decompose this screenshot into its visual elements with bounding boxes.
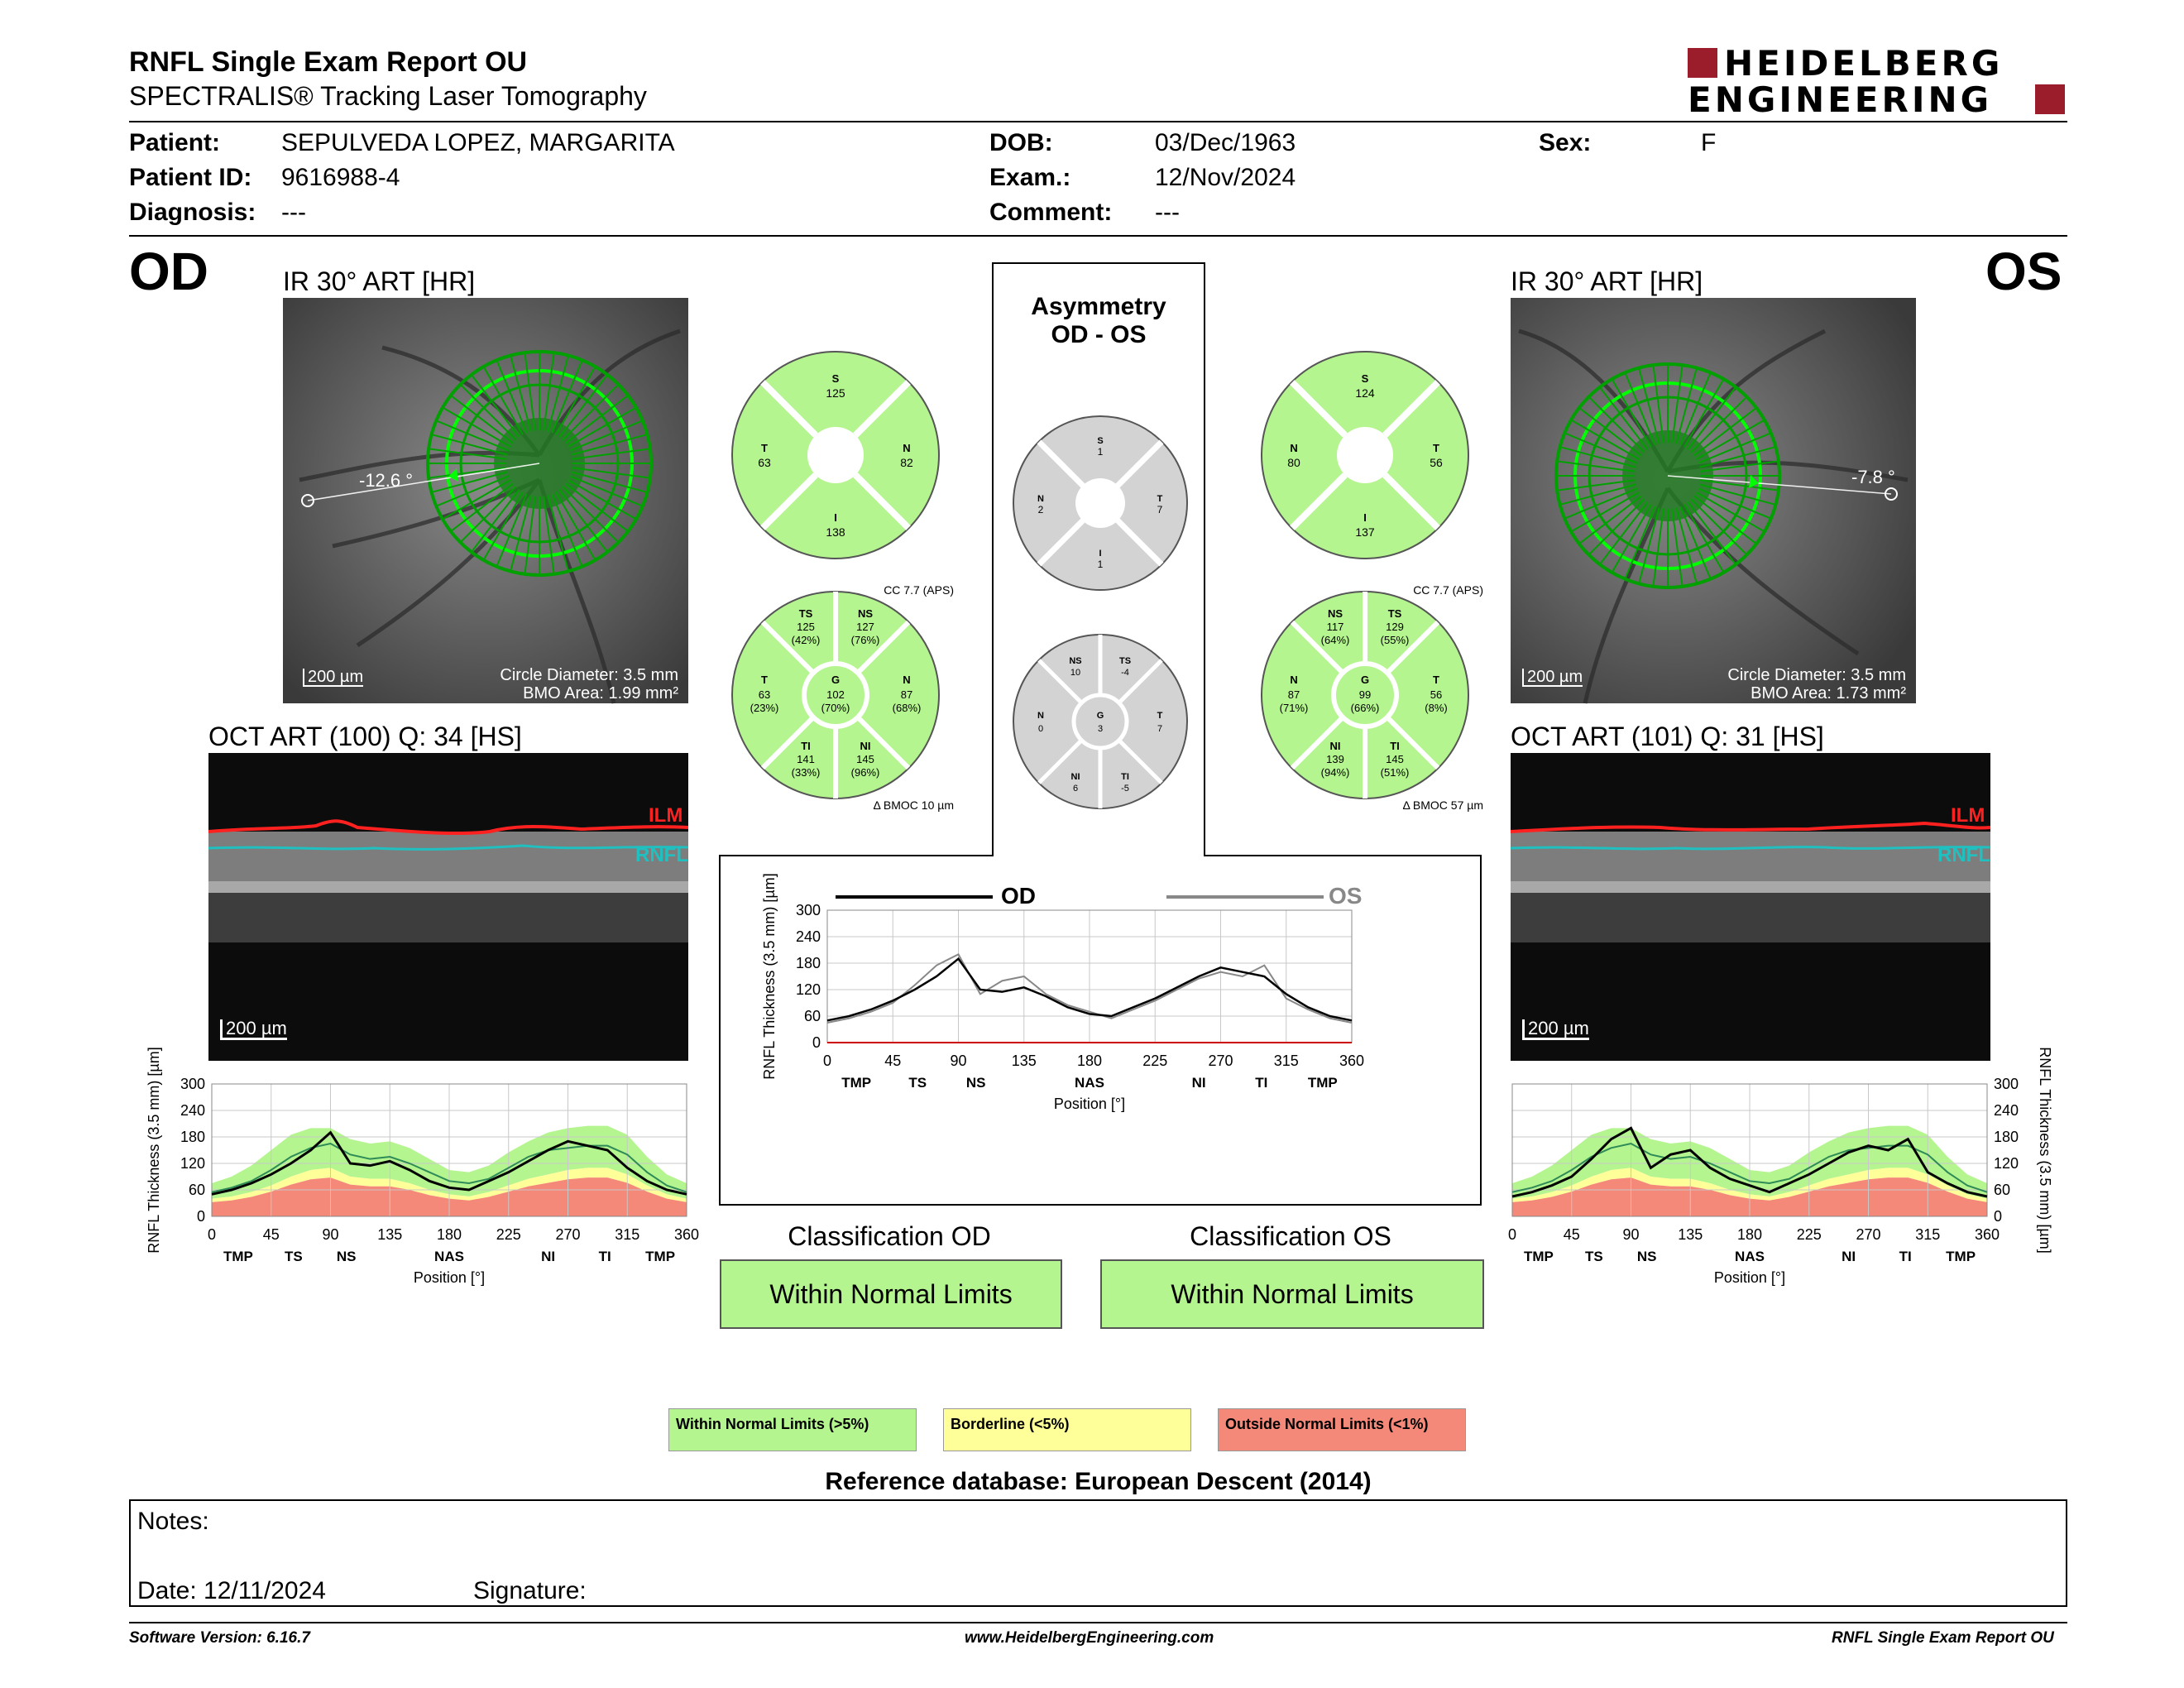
- region-label: NS: [965, 1075, 986, 1091]
- region-label: TS: [284, 1249, 303, 1264]
- od-oct-graphic: [208, 753, 688, 1061]
- patient-id-value: 9616988-4: [281, 164, 400, 191]
- os-s6-n-label: N: [1290, 674, 1298, 686]
- od-fundus-image: [283, 298, 688, 703]
- x-axis-label: Position [°]: [413, 1269, 486, 1286]
- os-s6-ti-label: TI: [1390, 740, 1400, 752]
- os-s6-ts-pct: (55%): [1380, 634, 1410, 646]
- od-s4-i-label: I: [834, 511, 837, 524]
- footer-report-name: RNFL Single Exam Report OU: [1832, 1629, 2054, 1647]
- asym-s6-ts-label: TS: [1118, 656, 1132, 666]
- logo-square-top: [1688, 48, 1717, 78]
- asym-s4-s: 1: [1097, 446, 1104, 458]
- y-tick-label: 60: [1994, 1182, 2011, 1198]
- asymmetry-title-2: OD - OS: [1051, 321, 1147, 348]
- os-label: OS: [1985, 242, 2062, 301]
- od-bmo-area: BMO Area: 1.99 mm²: [523, 684, 678, 703]
- x-tick-label: 90: [322, 1226, 339, 1243]
- x-tick-label: 360: [673, 1226, 700, 1243]
- region-label: NS: [1636, 1249, 1657, 1264]
- x-tick-label: 45: [884, 1053, 902, 1069]
- y-tick-label: 300: [795, 902, 821, 918]
- dob-label: DOB:: [989, 129, 1053, 156]
- os-s6-n-pct: (71%): [1279, 702, 1309, 714]
- asym-s6-t-label: T: [1157, 711, 1163, 721]
- od-s6-ns-pct: (76%): [850, 634, 880, 646]
- x-tick-label: 315: [1915, 1226, 1941, 1243]
- region-label: TS: [908, 1075, 927, 1091]
- asym-s4-t: 7: [1157, 504, 1163, 516]
- report-subtitle: SPECTRALIS® Tracking Laser Tomography: [129, 81, 647, 111]
- x-tick-label: 225: [496, 1226, 521, 1243]
- y-tick-label: 240: [180, 1102, 205, 1119]
- od-s6-ns: 127: [856, 621, 874, 633]
- od-sector6-chart: [732, 592, 939, 798]
- od-oct-scale: 200 µm: [220, 1019, 287, 1040]
- os-s6-ns: 117: [1326, 621, 1344, 633]
- od-s4-n: 82: [900, 456, 913, 469]
- region-label: TMP: [1946, 1249, 1976, 1264]
- diagnosis-label: Diagnosis:: [129, 199, 256, 226]
- region-label: NS: [336, 1249, 357, 1264]
- patient-label: Patient:: [129, 129, 221, 156]
- x-tick-label: 45: [1563, 1226, 1580, 1243]
- os-oct-scale: 200 µm: [1522, 1019, 1589, 1040]
- y-tick-label: 180: [180, 1129, 205, 1145]
- os-s6-ns-pct: (64%): [1320, 634, 1350, 646]
- exam-label: Exam.:: [989, 164, 1071, 191]
- os-rnfl-chart: [1506, 1047, 2118, 1332]
- od-fundus-graphic: [283, 298, 688, 703]
- y-tick-label: 240: [795, 928, 821, 945]
- notes-box[interactable]: [129, 1499, 2067, 1607]
- os-s6-ti: 145: [1386, 753, 1404, 765]
- region-label: NI: [541, 1249, 556, 1264]
- dob-value: 03/Dec/1963: [1155, 129, 1296, 156]
- asym-s4-s-label: S: [1097, 436, 1104, 446]
- asym-s4-n: 2: [1037, 504, 1044, 516]
- y-tick-label: 60: [803, 1008, 821, 1024]
- asym-s6-t: 7: [1157, 724, 1163, 734]
- od-s6-ns-label: NS: [857, 607, 874, 620]
- os-s4-s: 124: [1355, 386, 1375, 400]
- od-oct-image: [208, 753, 688, 1061]
- od-s6-g: 102: [826, 688, 845, 701]
- patient-value: SEPULVEDA LOPEZ, MARGARITA: [281, 129, 675, 156]
- os-s4-t: 56: [1430, 456, 1443, 469]
- y-tick-label: 60: [188, 1182, 205, 1198]
- y-tick-label: 180: [1994, 1129, 2019, 1145]
- os-s6-g-label: G: [1360, 674, 1370, 686]
- os-s4-n-label: N: [1290, 442, 1298, 454]
- region-label: NAS: [1735, 1249, 1765, 1264]
- od-s6-t: 63: [758, 688, 771, 701]
- y-tick-label: 0: [196, 1208, 205, 1225]
- legend-outside-normal: Outside Normal Limits (<1%): [1218, 1408, 1466, 1451]
- reference-database: Reference database: European Descent (2014): [825, 1468, 1372, 1495]
- region-label: NAS: [434, 1249, 464, 1264]
- exam-value: 12/Nov/2024: [1155, 164, 1296, 191]
- os-bmo-area: BMO Area: 1.73 mm²: [1751, 684, 1906, 703]
- y-tick-label: 180: [795, 955, 821, 971]
- y-tick-label: 120: [795, 981, 821, 998]
- chart-body: [761, 873, 1364, 1112]
- region-label: TI: [1899, 1249, 1912, 1264]
- od-label: OD: [129, 242, 208, 301]
- sex-label: Sex:: [1539, 129, 1592, 156]
- patient-rule: [129, 235, 2067, 237]
- x-tick-label: 225: [1796, 1226, 1822, 1243]
- os-cc: CC 7.7 (APS): [1413, 583, 1483, 597]
- y-tick-label: 0: [1994, 1208, 2003, 1225]
- x-tick-label: 270: [555, 1226, 581, 1243]
- od-s6-ni-label: NI: [860, 740, 871, 752]
- asym-sector6-chart: [1013, 635, 1187, 808]
- region-label: NI: [1842, 1249, 1856, 1264]
- os-rnfl-label: RNFL: [1937, 844, 1990, 866]
- asym-s6-ni-label: NI: [1070, 772, 1080, 782]
- od-s4-t-label: T: [761, 442, 768, 454]
- region-label: TMP: [841, 1075, 872, 1091]
- od-s6-t-label: T: [761, 674, 768, 686]
- diagnosis-value: ---: [281, 199, 306, 226]
- od-s6-t-pct: (23%): [750, 702, 779, 714]
- region-label: TI: [1255, 1075, 1268, 1091]
- od-s6-ts-label: TS: [798, 607, 813, 620]
- y-tick-label: 0: [812, 1034, 821, 1051]
- os-s6-t: 56: [1430, 688, 1443, 701]
- asym-s6-g-label: G: [1096, 711, 1104, 721]
- os-sector6-chart: [1262, 592, 1468, 798]
- region-label: TS: [1584, 1249, 1603, 1264]
- asym-s6-n-label: N: [1037, 711, 1044, 721]
- od-s4-s: 125: [826, 386, 845, 400]
- sex-value: F: [1701, 129, 1717, 156]
- x-tick-label: 315: [1273, 1053, 1299, 1069]
- x-tick-label: 180: [1076, 1053, 1103, 1069]
- x-tick-label: 180: [436, 1226, 462, 1243]
- region-label: TMP: [645, 1249, 676, 1264]
- os-oct-title: OCT ART (101) Q: 31 [HS]: [1511, 722, 1824, 751]
- os-s4-i-label: I: [1363, 511, 1367, 524]
- od-s4-t: 63: [758, 456, 771, 469]
- comparison-rnfl-chart: [745, 873, 1373, 1134]
- x-tick-label: 45: [262, 1226, 280, 1243]
- region-label: NAS: [1075, 1075, 1104, 1091]
- y-tick-label: 120: [1994, 1155, 2019, 1172]
- od-circle-diameter: Circle Diameter: 3.5 mm: [500, 666, 678, 684]
- x-tick-label: 90: [1622, 1226, 1640, 1243]
- od-rnfl-chart: [132, 1047, 728, 1332]
- os-s4-n: 80: [1287, 456, 1300, 469]
- x-tick-label: 360: [1974, 1226, 2000, 1243]
- asym-s6-n: 0: [1037, 724, 1044, 734]
- x-tick-label: 135: [1011, 1053, 1037, 1069]
- od-oct-title: OCT ART (100) Q: 34 [HS]: [208, 722, 522, 751]
- chart-body: [146, 1047, 699, 1286]
- footer-rule: [129, 1622, 2067, 1623]
- os-oct-image: [1511, 753, 1990, 1061]
- classification-os-result: Within Normal Limits: [1100, 1259, 1484, 1329]
- od-s4-i: 138: [826, 525, 845, 539]
- asym-s6-ts: -4: [1121, 668, 1129, 678]
- signature-label: Signature:: [473, 1577, 587, 1604]
- os-angle: -7.8 °: [1851, 467, 1895, 487]
- x-tick-label: 315: [615, 1226, 640, 1243]
- od-s6-ti-label: TI: [801, 740, 811, 752]
- od-ilm-label: ILM: [649, 804, 683, 827]
- y-tick-label: 240: [1994, 1102, 2019, 1119]
- x-tick-label: 135: [377, 1226, 403, 1243]
- od-rnfl-label: RNFL: [635, 844, 688, 866]
- os-circle-diameter: Circle Diameter: 3.5 mm: [1727, 666, 1906, 684]
- asym-s6-g: 3: [1097, 724, 1104, 734]
- software-version: Software Version: 6.16.7: [129, 1629, 310, 1647]
- y-tick-label: 300: [180, 1076, 205, 1092]
- asym-s6-ni: 6: [1072, 784, 1079, 794]
- x-tick-label: 0: [822, 1053, 832, 1069]
- region-label: TI: [598, 1249, 611, 1264]
- od-s6-ni-pct: (96%): [850, 766, 880, 779]
- comment-value: ---: [1155, 199, 1180, 226]
- os-s4-i: 137: [1355, 525, 1375, 539]
- od-s6-n: 87: [900, 688, 913, 701]
- asym-s6-ti-label: TI: [1121, 772, 1129, 782]
- x-tick-label: 90: [950, 1053, 967, 1069]
- region-label: TMP: [223, 1249, 253, 1264]
- od-s6-g-pct: (70%): [821, 702, 850, 714]
- x-tick-label: 270: [1856, 1226, 1881, 1243]
- asym-s4-n-label: N: [1037, 494, 1044, 504]
- od-s4-n-label: N: [903, 442, 911, 454]
- classification-od-title: Classification OD: [788, 1221, 991, 1251]
- od-s6-ti-pct: (33%): [791, 766, 821, 779]
- os-s4-s-label: S: [1361, 372, 1369, 385]
- asym-s4-t-label: T: [1157, 494, 1163, 504]
- logo-line2: ENGINEERING: [1688, 79, 1993, 120]
- footer-url[interactable]: www.HeidelbergEngineering.com: [965, 1629, 1214, 1647]
- report-title: RNFL Single Exam Report OU: [129, 46, 528, 78]
- os-s6-ti-pct: (51%): [1380, 766, 1410, 779]
- legend-borderline: Borderline (<5%): [943, 1408, 1191, 1451]
- legend-os-label: OS: [1329, 883, 1363, 909]
- x-tick-label: 0: [207, 1226, 217, 1243]
- od-s6-ti: 141: [797, 753, 815, 765]
- notes-label: Notes:: [137, 1508, 209, 1535]
- os-s4-t-label: T: [1433, 442, 1439, 454]
- asym-s4-i: 1: [1097, 559, 1104, 570]
- y-axis-label: RNFL Thickness (3.5 mm) [µm]: [761, 873, 778, 1080]
- region-label: TMP: [1523, 1249, 1554, 1264]
- os-s6-ni-label: NI: [1329, 740, 1341, 752]
- od-ir-scale: 200 µm: [303, 669, 363, 687]
- os-fundus-graphic: [1511, 298, 1916, 703]
- od-s4-s-label: S: [831, 372, 840, 385]
- os-ilm-label: ILM: [1951, 804, 1985, 827]
- os-s6-ni: 139: [1326, 753, 1344, 765]
- od-s6-ni: 145: [856, 753, 874, 765]
- logo-line1: HEIDELBERG: [1724, 43, 2004, 84]
- od-s6-n-label: N: [903, 674, 911, 686]
- od-ir-title: IR 30° ART [HR]: [283, 266, 476, 296]
- os-ir-title: IR 30° ART [HR]: [1511, 266, 1703, 296]
- os-s6-t-label: T: [1433, 674, 1439, 686]
- classification-os-title: Classification OS: [1190, 1221, 1391, 1251]
- x-tick-label: 0: [1507, 1226, 1517, 1243]
- asym-sector4-chart: [1013, 416, 1187, 590]
- asym-s6-ti: -5: [1121, 784, 1129, 794]
- asymmetry-title-1: Asymmetry: [1031, 293, 1166, 320]
- header-rule: [129, 121, 2067, 122]
- os-fundus-image: [1511, 298, 1916, 703]
- y-tick-label: 300: [1994, 1076, 2019, 1092]
- os-s6-g: 99: [1358, 688, 1372, 701]
- od-s6-n-pct: (68%): [892, 702, 922, 714]
- x-axis-label: Position [°]: [1713, 1269, 1786, 1286]
- os-s6-ni-pct: (94%): [1320, 766, 1350, 779]
- asym-s6-ns: 10: [1070, 668, 1081, 678]
- os-bmoc: Δ BMOC 57 µm: [1402, 798, 1483, 812]
- logo-square-bottom: [2035, 84, 2065, 114]
- x-tick-label: 180: [1736, 1226, 1763, 1243]
- x-axis-label: Position [°]: [1053, 1096, 1126, 1112]
- y-axis-label: RNFL Thickness (3.5 mm) [µm]: [146, 1047, 162, 1254]
- comment-label: Comment:: [989, 199, 1113, 226]
- chart-body: [1508, 1047, 2053, 1286]
- asym-s4-i-label: I: [1099, 549, 1102, 559]
- legend-od-label: OD: [1001, 883, 1036, 909]
- os-s6-ts-label: TS: [1387, 607, 1402, 620]
- classification-od-result: Within Normal Limits: [720, 1259, 1062, 1329]
- region-label: TMP: [1307, 1075, 1338, 1091]
- od-s6-ts: 125: [797, 621, 815, 633]
- od-cc: CC 7.7 (APS): [884, 583, 954, 597]
- os-s6-ns-label: NS: [1327, 607, 1343, 620]
- x-tick-label: 360: [1339, 1053, 1365, 1069]
- os-sector4-chart: [1262, 352, 1468, 559]
- os-oct-graphic: [1511, 753, 1990, 1061]
- legend-within-normal: Within Normal Limits (>5%): [668, 1408, 917, 1451]
- os-s6-g-pct: (66%): [1350, 702, 1380, 714]
- od-s6-ts-pct: (42%): [791, 634, 821, 646]
- x-tick-label: 270: [1208, 1053, 1233, 1069]
- od-s6-g-label: G: [831, 674, 841, 686]
- y-tick-label: 120: [180, 1155, 205, 1172]
- os-s6-t-pct: (8%): [1425, 702, 1448, 714]
- region-label: NI: [1191, 1075, 1206, 1091]
- patient-id-label: Patient ID:: [129, 164, 252, 191]
- od-bmoc: Δ BMOC 10 µm: [873, 798, 954, 812]
- date-label: Date: 12/11/2024: [137, 1577, 326, 1604]
- x-tick-label: 135: [1678, 1226, 1703, 1243]
- os-ir-scale: 200 µm: [1522, 669, 1583, 687]
- od-sector4-chart: [732, 352, 939, 559]
- os-s6-n: 87: [1287, 688, 1300, 701]
- asym-s6-ns-label: NS: [1069, 656, 1082, 666]
- heidelberg-logo: [1688, 43, 2068, 120]
- od-angle: -12.6 °: [359, 470, 414, 491]
- x-tick-label: 225: [1142, 1053, 1168, 1069]
- y-axis-label: RNFL Thickness (3.5 mm) [µm]: [2037, 1047, 2053, 1254]
- os-s6-ts: 129: [1386, 621, 1404, 633]
